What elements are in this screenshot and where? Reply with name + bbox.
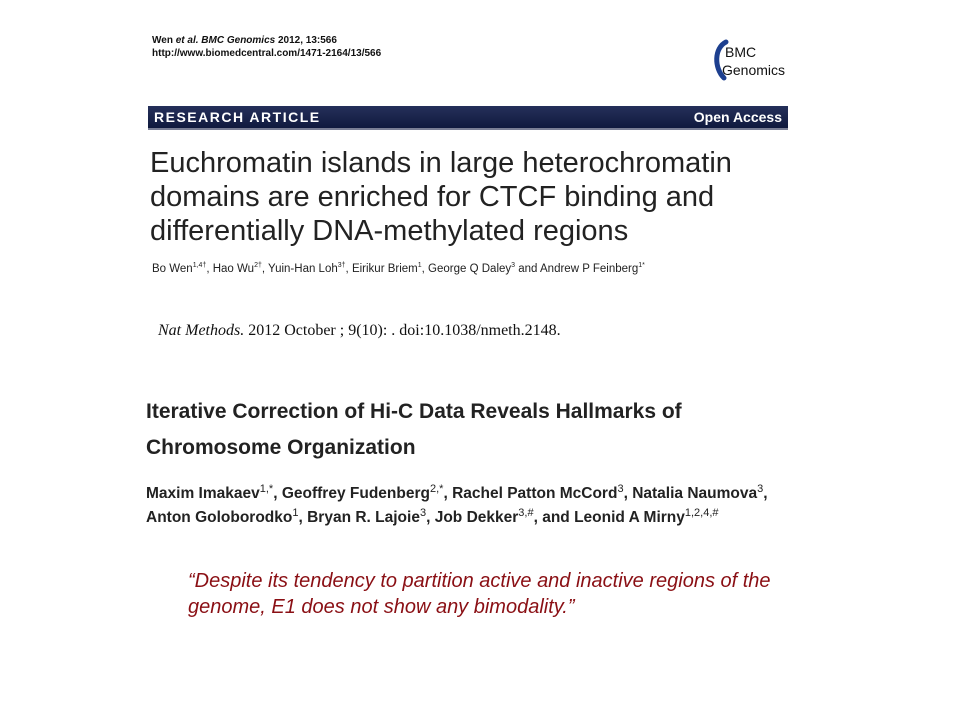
paper2-title	[146, 394, 866, 466]
author-name: Eirikur Briem	[351, 262, 418, 275]
citation-url[interactable]: http://www.biomedcentral.com/1471-2164/13/566	[152, 48, 382, 59]
author-name: Rachel Patton McCord	[452, 485, 618, 502]
author-affil: 3†	[337, 262, 346, 269]
author-affil: 1*	[638, 262, 645, 269]
author-name: Yuin-Han Loh	[268, 262, 338, 275]
author-name: Maxim Imakaev	[146, 485, 260, 502]
author-affil: 1,2,4,#	[684, 506, 719, 519]
citation-line	[152, 34, 337, 47]
and-word: and	[518, 262, 538, 275]
author-name: Anton Goloborodko	[146, 509, 293, 526]
paper1-title: Euchromatin islands in large heterochromatin domains are enriched for CTCF binding and differentially DNA-methylated regions	[150, 147, 732, 247]
logo-line2: Genomics	[722, 62, 786, 78]
research-article-banner	[148, 106, 788, 130]
author-affil: 1,4†	[192, 262, 207, 269]
highlight-quote: “Despite its tendency to partition active and inactive regions of the genome, E1 does not show any bimodality.”	[188, 570, 771, 618]
author-affil: 3	[757, 482, 764, 495]
author-affil: 1	[292, 506, 299, 519]
logo-line1: BMC	[725, 44, 757, 60]
nat-methods-citation	[158, 322, 561, 340]
citation-etal: et al.	[175, 35, 199, 46]
nat-methods-journal: Nat Methods.	[158, 322, 245, 339]
nat-methods-details: 2012 October ; 9(10): . doi:10.1038/nmeth.2148.	[244, 322, 561, 339]
banner-access-label: Open Access	[693, 109, 782, 125]
paper2-authors: Maxim Imakaev$^{1,*}$, Geoffrey Fudenberg$^{2,*}$, Rachel Patton McCord$^3$, Natalia Naumova$^3$, Anton Goloborodko$^1$, Bryan R. Lajoie$^3$, Job Dekker$^{3,\#}$, and Leonid A Mirny$^{1,2,4,\#}$	[146, 482, 768, 526]
author-name: Hao Wu	[212, 262, 255, 275]
author-name: Natalia Naumova	[632, 485, 758, 502]
author-name: Leonid A Mirny	[574, 509, 685, 526]
author-name: Andrew P Feinberg	[540, 262, 639, 275]
paper2-title-line1: Iterative Correction of Hi-C Data Reveals Hallmarks of	[146, 400, 682, 423]
banner-type-label: RESEARCH ARTICLE	[154, 109, 321, 125]
author-affil: 2†	[254, 262, 262, 269]
author-name: Bo Wen	[152, 262, 193, 275]
author-affil: 3	[419, 506, 427, 519]
author-affil: 1,*	[259, 482, 274, 495]
author-affil: 3	[617, 482, 624, 495]
author-affil: 1	[417, 262, 422, 269]
citation-author: Wen	[152, 35, 173, 46]
author-name: Geoffrey Fudenberg	[281, 485, 430, 502]
author-affil: 3,#	[518, 506, 534, 519]
citation-pages: 13:566	[305, 35, 337, 46]
paper2-title-line2: Chromosome Organization	[146, 436, 416, 459]
citation-year: 2012,	[277, 35, 304, 46]
author-affil: 2,*	[429, 482, 444, 495]
paper1-authors: Bo Wen$^{1,4\dagger}$, Hao $Wu^{2\dagger}$, Yuin-Han Loh$^{3\dagger}$, Eirikur Briem$^1$, George Q Daley$^3$ and Andrew P Feinberg$^{1*}$	[152, 262, 645, 275]
and-word: and	[542, 509, 570, 526]
citation-journal: BMC Genomics	[201, 35, 276, 46]
author-name: Job Dekker	[434, 509, 519, 526]
author-name: Bryan R. Lajoie	[307, 509, 420, 526]
author-name: George Q Daley	[428, 262, 512, 275]
author-affil: 3	[511, 262, 516, 269]
